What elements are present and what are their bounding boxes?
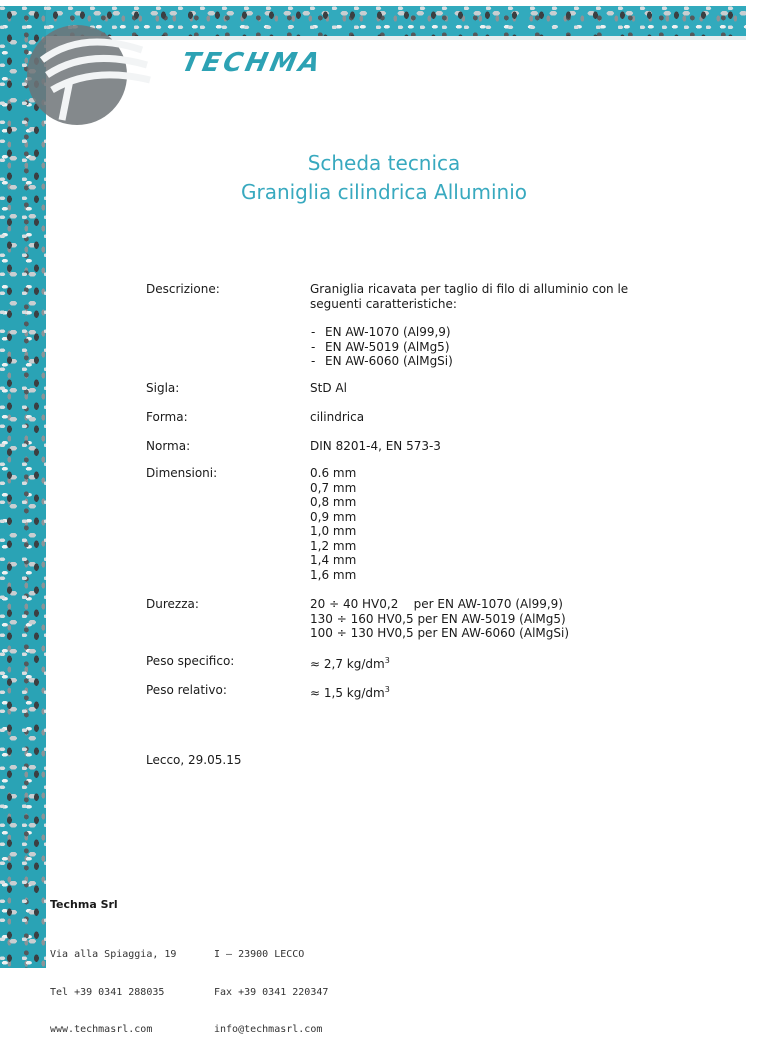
spec-value bbox=[310, 597, 710, 641]
spec-label: Durezza: bbox=[146, 597, 199, 611]
relative-weight-value: ≈ 1,5 kg/dm bbox=[310, 686, 385, 700]
footer-right-column bbox=[214, 924, 328, 1062]
spec-value bbox=[310, 654, 710, 672]
density-value: ≈ 2,7 kg/dm bbox=[310, 657, 385, 671]
spec-value: DIN 8201-4, EN 573-3 bbox=[310, 439, 441, 453]
dimension-list bbox=[310, 466, 710, 582]
fax-number: Fax +39 0341 220347 bbox=[214, 986, 329, 998]
spec-label: Forma: bbox=[146, 410, 188, 424]
email-link[interactable]: info@techmasrl.com bbox=[214, 1024, 323, 1035]
spec-value bbox=[310, 683, 710, 701]
list-item: 1,2 mm bbox=[310, 538, 357, 553]
spec-label: Peso specifico: bbox=[146, 654, 235, 668]
list-item: 0,7 mm bbox=[310, 480, 357, 495]
spec-label: Norma: bbox=[146, 439, 191, 453]
hardness-line: 100 ÷ 130 HV0,5 per EN AW-6060 (AlMgSi) bbox=[310, 626, 570, 640]
hardness-line: 20 ÷ 40 HV0,2 per EN AW-1070 (Al99,9) bbox=[310, 597, 563, 611]
list-item: 1,4 mm bbox=[310, 553, 357, 567]
page-subtitle: Graniglia cilindrica Alluminio bbox=[240, 180, 528, 204]
list-item: - EN AW-6060 (AlMgSi) bbox=[310, 354, 710, 369]
alloy-list bbox=[310, 325, 710, 369]
list-item: - EN AW-5019 (AlMg5) bbox=[310, 340, 710, 355]
spec-label: Descrizione: bbox=[146, 282, 220, 296]
street-address: Via alla Spiaggia, 19 bbox=[50, 949, 177, 960]
list-item: 1,0 mm bbox=[310, 524, 357, 538]
spec-value: StD Al bbox=[310, 381, 347, 395]
page-title: Scheda tecnica bbox=[307, 151, 461, 175]
place-date: Lecco, 29.05.15 bbox=[146, 753, 242, 767]
brand-name: TECHMA bbox=[178, 48, 326, 78]
city-postcode: I – 23900 LECCO bbox=[214, 949, 305, 960]
description-line: seguenti caratteristiche: bbox=[310, 296, 457, 311]
description-line: Graniglia ricavata per taglio di filo di alluminio con le bbox=[310, 282, 629, 296]
footer-company: Techma Srl bbox=[50, 898, 118, 911]
spec-value bbox=[310, 282, 710, 369]
unit-exponent: 3 bbox=[384, 656, 390, 665]
list-item: 0,9 mm bbox=[310, 509, 357, 524]
footer-left-column bbox=[50, 924, 176, 1062]
list-item: - EN AW-1070 (Al99,9) bbox=[310, 325, 710, 340]
spec-label: Dimensioni: bbox=[146, 466, 218, 480]
phone-number: Tel +39 0341 288035 bbox=[50, 986, 165, 998]
hardness-line: 130 ÷ 160 HV0,5 per EN AW-5019 (AlMg5) bbox=[310, 611, 566, 626]
list-item: 1,6 mm bbox=[310, 567, 357, 582]
website-link[interactable]: www.techmasrl.com bbox=[50, 1024, 153, 1035]
spec-label: Peso relativo: bbox=[146, 683, 227, 697]
techma-logo-icon bbox=[22, 20, 172, 130]
list-item: 0,8 mm bbox=[310, 495, 357, 509]
list-item: 0.6 mm bbox=[310, 466, 357, 480]
spec-value: cilindrica bbox=[310, 410, 365, 424]
unit-exponent: 3 bbox=[384, 685, 390, 694]
spec-label: Sigla: bbox=[146, 381, 180, 395]
